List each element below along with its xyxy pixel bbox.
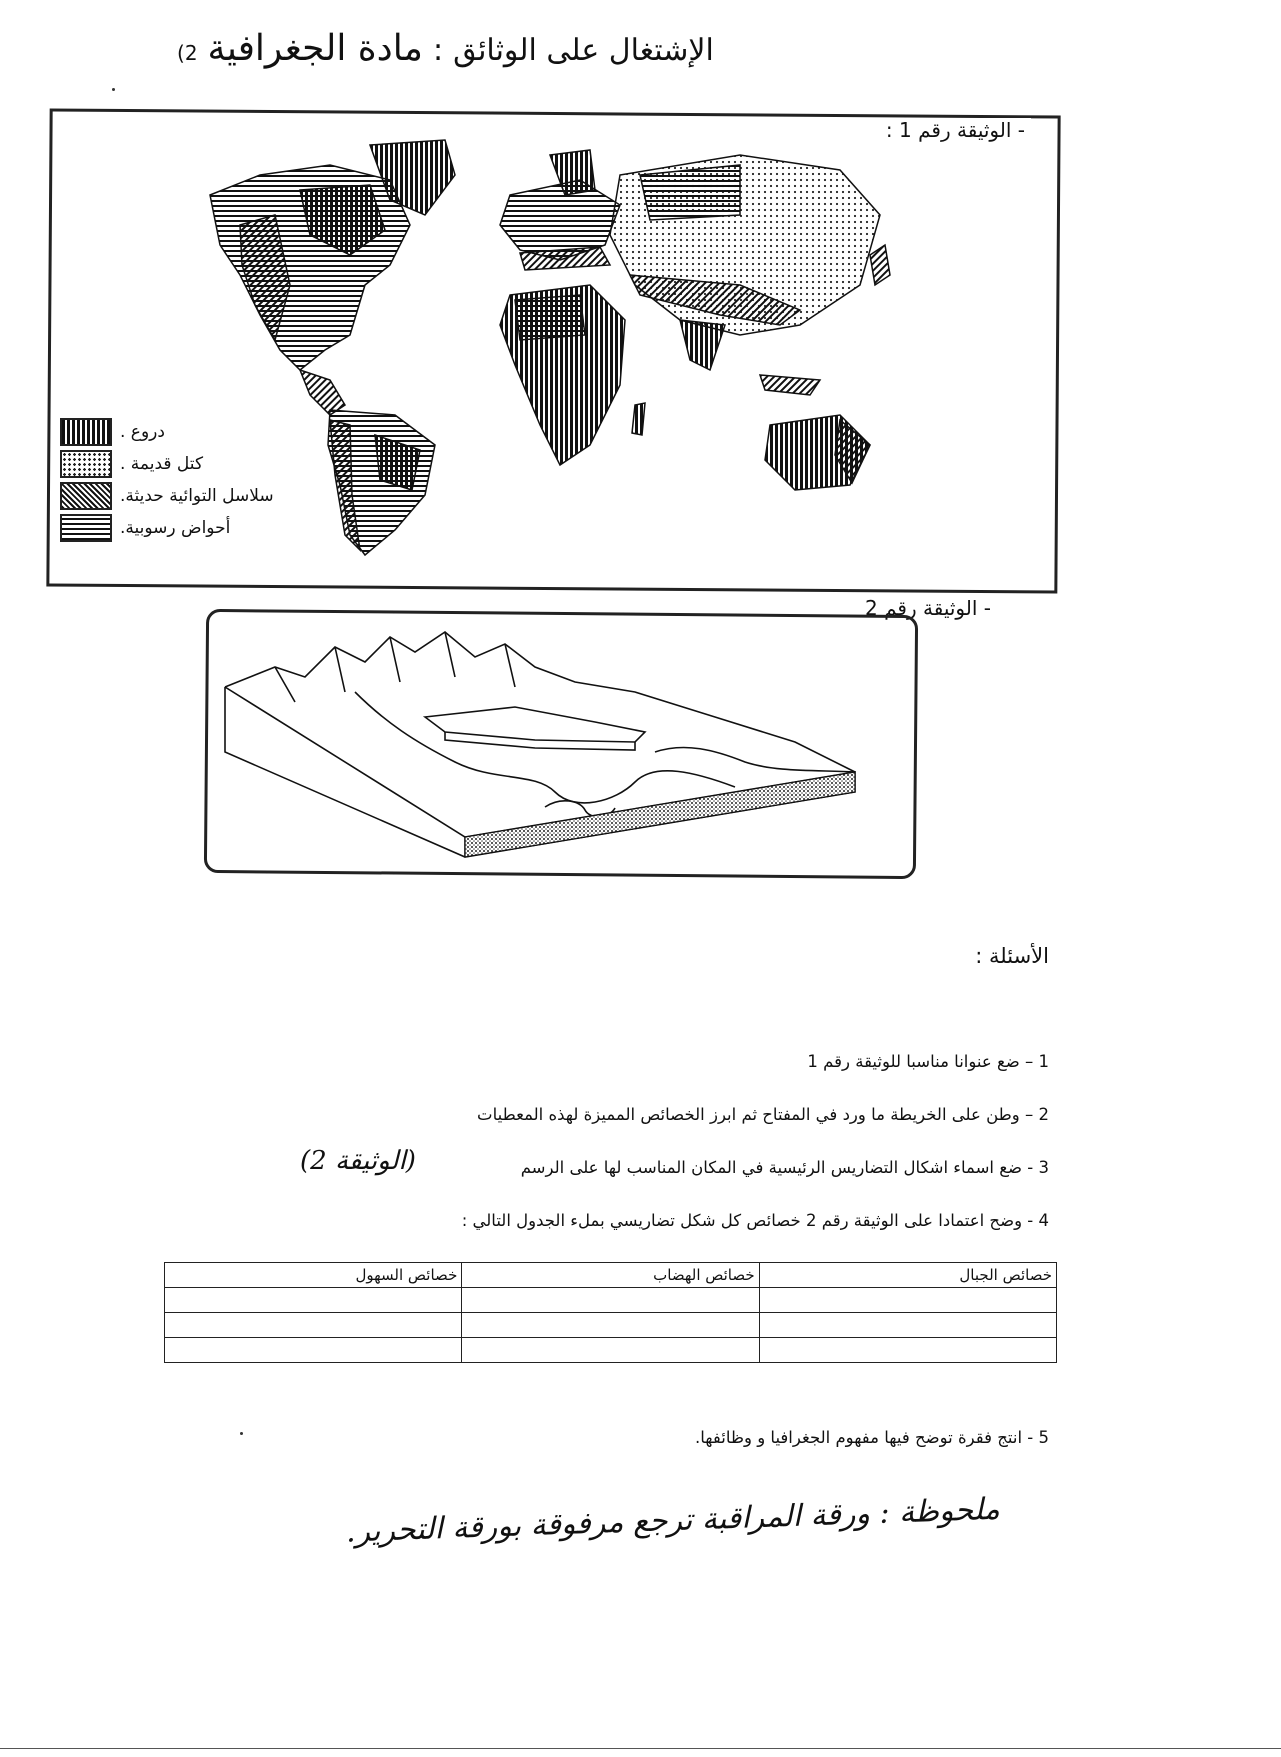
column-header-mountains: خصائص الجبال [759,1263,1056,1288]
table-cell[interactable] [462,1313,759,1338]
legend-swatch-ancient-blocks [60,450,112,478]
question-4: 4 - وضح اعتمادا على الوثيقة رقم 2 خصائص كل شكل تضاريسي بملء الجدول التالي : [461,1211,1049,1230]
legend-swatch-folds [60,418,112,446]
table-header-row [165,1263,1057,1288]
plain-hills [655,747,855,772]
world-map [180,135,920,575]
indonesia [760,375,820,395]
note-text: ملحوظة : ورقة المراقبة ترجع مرفوقة بورقة التحرير. [345,1491,1001,1550]
topic-title: الإشتغال على الوثائق [453,33,714,68]
table-cell[interactable] [759,1313,1056,1338]
legend-item-sedimentary-basins [60,514,230,542]
column-header-plateaus: خصائص الهضاب [462,1263,759,1288]
legend-item-recent-fold-chains [60,482,274,510]
legend-label: كتل قديمة . [120,454,204,474]
relief-characteristics-table [164,1262,1057,1363]
europe [500,180,620,260]
japan [870,245,890,285]
questions-heading: الأسئلة : [975,944,1049,968]
question-2: 2 – وطن على الخريطة ما ورد في المفتاح ثم ابرز الخصائص المميزة لهذه المعطيات [477,1105,1049,1124]
table-cell[interactable] [462,1288,759,1313]
table-cell[interactable] [165,1338,462,1363]
table-row [165,1288,1057,1313]
table-row [165,1338,1057,1363]
legend-item-folds [60,418,165,446]
table-cell[interactable] [759,1338,1056,1363]
mountains [225,632,855,772]
table-row [165,1313,1057,1338]
india [680,320,725,370]
scan-speck [240,1432,243,1435]
scan-edge-line [0,1748,1281,1749]
legend-swatch-recent-fold-chains [60,482,112,510]
question-3: 3 - ضع اسماء اشكال التضاريس الرئيسية في المكان المناسب لها على الرسم [520,1158,1049,1177]
document1-label: - الوثيقة رقم 1 : [880,118,1031,142]
scan-speck [112,88,115,91]
madagascar [632,403,645,435]
table-cell[interactable] [165,1288,462,1313]
page-number: 2) [177,41,198,65]
document2-label: - الوثيقة رقم 2 [865,596,991,620]
central-america [300,370,345,415]
subject-title: مادة الجغرافية [207,28,423,69]
page-title [177,28,957,78]
table-cell[interactable] [759,1288,1056,1313]
table-cell[interactable] [462,1338,759,1363]
handwritten-note [240,1491,1001,1575]
map-legend [60,418,290,542]
column-header-plains: خصائص السهول [165,1263,462,1288]
sahara-basins [515,295,585,340]
mountain-ridges [275,632,515,702]
question-3-handwritten-note: (الوثيقة 2) [300,1146,416,1176]
legend-label: سلاسل التوائية حديثة. [120,486,274,506]
relief-block-diagram [215,622,905,862]
question-5: 5 - انتج فقرة توضح فيها مفهوم الجغرافيا و وظائفها. [695,1428,1049,1447]
block-soil-band [465,772,855,857]
plateau [425,707,645,742]
legend-label: دروع . [120,422,165,442]
legend-item-ancient-blocks [60,450,203,478]
legend-label: أحواض رسوبية. [120,518,231,538]
siberia [640,165,740,220]
question-1: 1 – ضع عنوانا مناسبا للوثيقة رقم 1 [807,1052,1049,1071]
title-separator: : [432,33,444,68]
legend-swatch-sedimentary-basins [60,514,112,542]
table-cell[interactable] [165,1313,462,1338]
